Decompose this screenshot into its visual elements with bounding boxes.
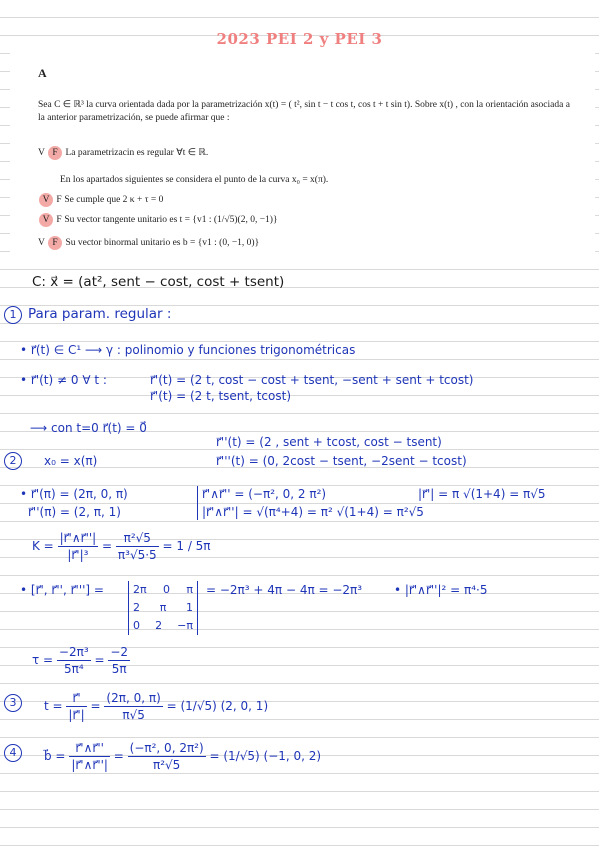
statement-text: La parametrizacin es regular ∀t ∈ ℝ. [65,148,209,158]
step-number-1: 1 [4,306,22,324]
binormal-formula: b⃗ = $\frac{r⃗'\wedge r⃗''}{|r⃗'\wedge r⃗''|}$ = $\frac{\text{(−π², 0, 2π²)}}{\text{π²√5}}$ = (1/√5) (−1, 0, 2) [44,741,322,772]
step-number-4: 4 [4,744,22,762]
tangent-formula: t = $\frac{r⃗'}{|r⃗'|}$ = $\frac{(2\pi, 0, \pi)}{\pi√5}$ = (1/√5) (2, 0, 1) [44,691,269,722]
false-option-selected[interactable]: F [48,146,62,160]
statement-3 [38,213,278,227]
determinant-matrix: 2π 0 π 2 π 1 0 2 −π [128,581,198,635]
statement-note: En los apartados siguientes se considera el punto de la curva x₀ = x(π). [60,175,329,185]
curve-definition: C: x⃗ = (at², sent − cost, cost + tsent) [32,274,285,290]
separator [197,486,198,520]
statement-1 [38,146,208,160]
exercise-intro: Sea C ∈ ℝ³ la curva orientada dada por la parametrización x(t) = ( t², sin t − t cos t, cos t + t sin t). Sobre x(t) , con la orientación asociada a la anterior parametrización, se puede afirmar que : [38,100,570,123]
false-option-selected[interactable]: F [48,236,62,250]
hw-line-c1: • r⃗(t) ∈ C¹ ⟶ γ : polinomio y funciones trigonométricas [20,343,356,357]
step-number-3: 3 [4,694,22,712]
hw-line-nonzero: • r⃗'(t) ≠ 0 ∀ t : [20,373,107,387]
statement-text: Se cumple que 2 κ + τ = 0 [64,195,164,205]
true-option[interactable]: V [38,148,45,158]
hw-line-derivative-1b: r⃗'(t) = (2 t, tsent, tcost) [150,389,292,403]
hw-line-derivative-1a: r⃗'(t) = (2 t, cost − cost + tsent, −sent + sent + tcost) [150,373,474,387]
statement-2 [38,193,163,207]
statement-text: Su vector binormal unitario es b = {v1 : (0, −1, 0)} [65,238,260,248]
hw-line-determinant: = −2π³ + 4π − 4π = −2π³ [206,583,363,597]
hw-line-r-prime-norm: |r⃗'| = π √(1+4) = π√5 [418,487,546,501]
statement-text: Su vector tangente unitario es t = {v1 : (1/√5)(2, 0, −1)} [64,215,278,225]
hw-line-cross-norm: |r⃗'∧r⃗''| = √(π⁴+4) = π² √(1+4) = π²√5 [202,505,424,519]
page-title: 2023 PEI 2 y PEI 3 [216,30,383,48]
hw-line-x0: x₀ = x(π) [44,454,98,468]
hw-line-derivative-3: r⃗'''(t) = (0, 2cost − tsent, −2sent − tcost) [216,454,467,468]
part1-heading: Para param. regular : [28,306,172,322]
torsion-formula: τ = $\frac{\text{−2π³}}{\text{5π⁴}}$ = $\frac{-2}{5\pi}$ [32,645,129,676]
false-option[interactable]: F [56,195,62,205]
hw-line-cross-norm-squared: • |r⃗'∧r⃗''|² = π⁴·5 [394,583,488,597]
true-option-selected[interactable]: V [39,213,53,227]
curvature-formula: K = $\frac{|r⃗'\wedge r⃗''|}{\text{|r⃗'|³}}$ = $\frac{\text{π²√5}}{\text{π³√5·5}}$ = 1 / 5π [32,531,211,562]
step-number-2: 2 [4,452,22,470]
false-option[interactable]: F [56,215,62,225]
hw-line-r-second-pi: r⃗''(π) = (2, π, 1) [28,505,121,519]
hw-line-cross-product: r⃗'∧r⃗'' = (−π², 0, 2 π²) [202,487,327,501]
true-option[interactable]: V [38,238,45,248]
hw-line-derivative-2: r⃗''(t) = (2 , sent + tcost, cost − tsent) [216,435,442,449]
section-label: A [38,66,47,80]
hw-line-t0: ⟶ con t=0 r⃗(t) = 0⃗ [30,421,147,435]
hw-line-triple-product: • [r⃗', r⃗'', r⃗'''] = [20,583,104,597]
statement-4 [38,236,259,250]
hw-line-r-prime-pi: • r⃗'(π) = (2π, 0, π) [20,487,128,501]
true-option-selected[interactable]: V [39,193,53,207]
